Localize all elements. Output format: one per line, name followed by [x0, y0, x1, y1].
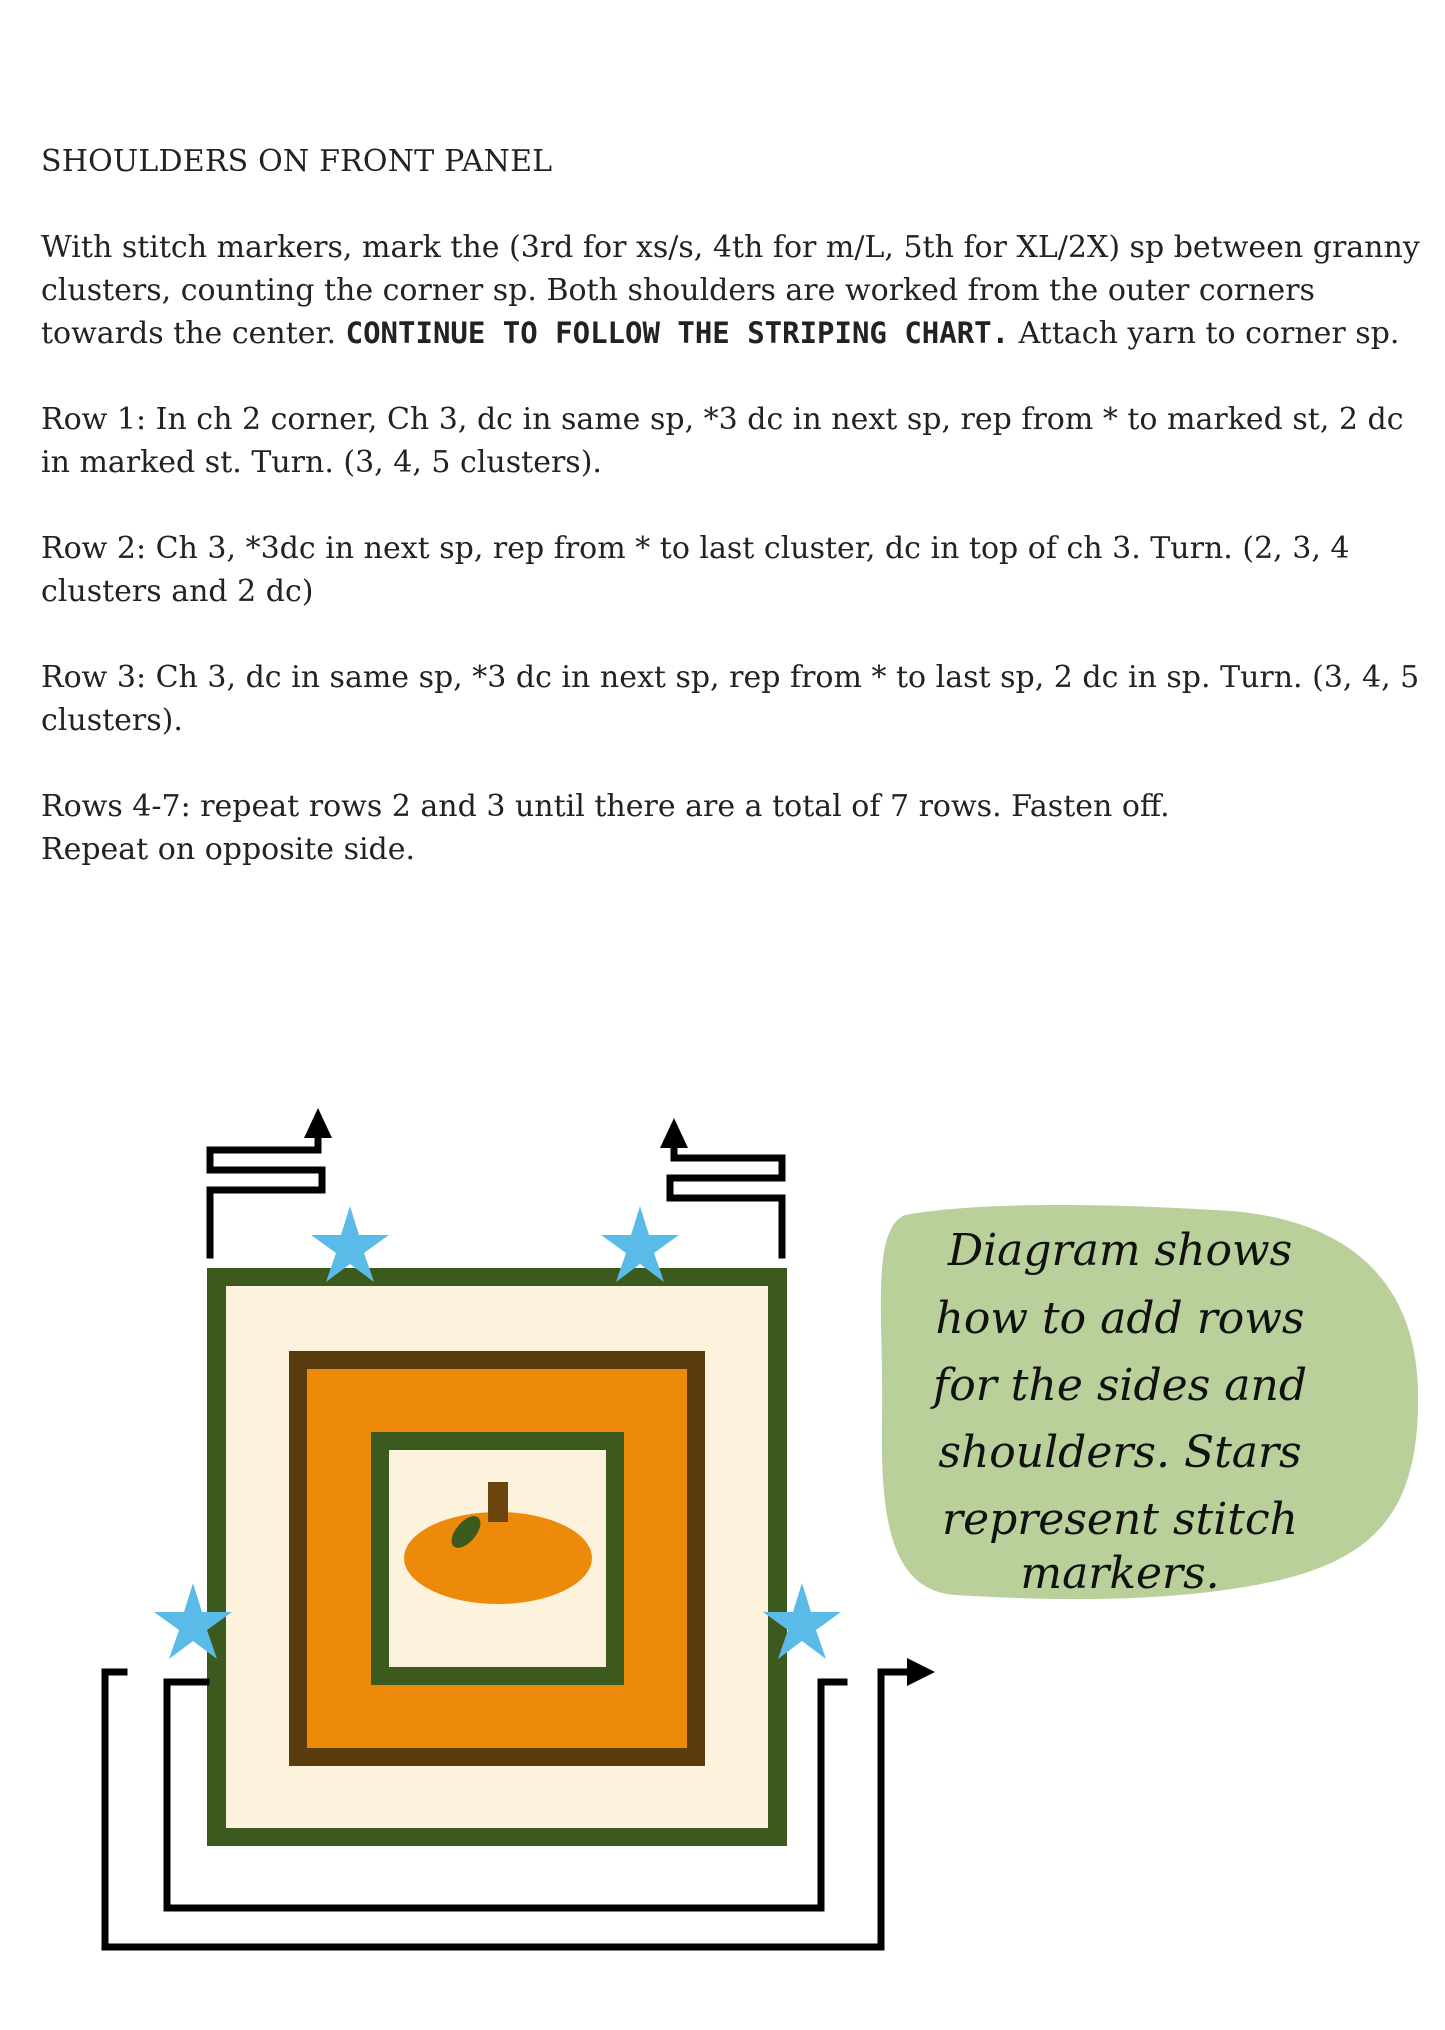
- pumpkin-body: [404, 1512, 592, 1604]
- section-heading: SHOULDERS ON FRONT PANEL: [41, 144, 553, 179]
- note-line-1: Diagram shows: [947, 1225, 1293, 1276]
- row-2-instruction: Row 2: Ch 3, *3dc in next sp, rep from * to last cluster, dc in top of ch 3. Turn. (2, 3, 4 clusters and 2 dc): [41, 531, 1350, 609]
- shoulder-path-right: [670, 1148, 782, 1255]
- intro-paragraph: [41, 226, 1421, 355]
- granny-square-diagram: [0, 1080, 1445, 2030]
- row-3-instruction: Row 3: Ch 3, dc in same sp, *3 dc in next sp, rep from * to last sp, 2 dc in sp. Turn. (3, 4, 5 clusters).: [41, 660, 1420, 738]
- arrow-head-icon: [907, 1658, 935, 1686]
- arrow-head-icon: [304, 1108, 332, 1138]
- instructions-text: [41, 140, 1421, 914]
- final-line-2: Repeat on opposite side.: [41, 832, 416, 867]
- note-line-5: represent stitch: [942, 1494, 1298, 1545]
- final-line-1: Rows 4-7: repeat rows 2 and 3 until there are a total of 7 rows. Fasten off.: [41, 789, 1170, 824]
- row-1-instruction: Row 1: In ch 2 corner, Ch 3, dc in same sp, *3 dc in next sp, rep from * to marked st, 2 dc in marked st. Turn. (3, 4, 5 clusters).: [41, 402, 1404, 480]
- intro-bold-text: CONTINUE TO FOLLOW THE STRIPING CHART.: [345, 316, 1010, 350]
- intro-text-1: With stitch markers, mark the (3rd for xs/s, 4th for m/L, 5th for XL/2X) sp between granny clusters, counting the corner sp. Both shoulders are worked from the outer corners towards the center.: [41, 230, 1420, 351]
- pumpkin-stem: [488, 1482, 508, 1522]
- arrow-head-icon: [660, 1118, 688, 1148]
- note-line-6: markers.: [1020, 1548, 1220, 1599]
- note-line-3: for the sides and: [933, 1360, 1307, 1411]
- shoulder-path-left: [210, 1138, 322, 1255]
- final-instruction: [41, 785, 1421, 871]
- note-line-2: how to add rows: [935, 1293, 1305, 1344]
- note-line-4: shoulders. Stars: [938, 1427, 1302, 1478]
- intro-text-2: Attach yarn to corner sp.: [1009, 316, 1400, 351]
